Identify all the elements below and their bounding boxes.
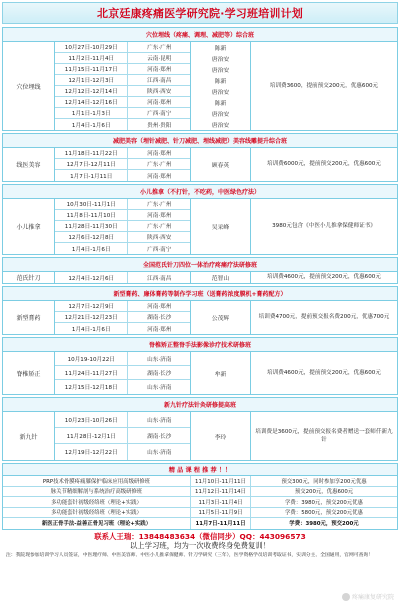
fee-info: 培训费4600元，提前预交200元，优惠600元 <box>267 274 381 281</box>
location-cell: 湖南·长沙 <box>147 315 172 321</box>
location-cell: 广东·广州 <box>147 202 172 208</box>
course-name: 穴位埋线 <box>3 42 55 130</box>
course-row <box>3 518 397 529</box>
table-row <box>55 444 190 460</box>
course-block-spine-correction <box>2 337 398 395</box>
date-cell: 11月18日-11月22日 <box>55 148 128 158</box>
course-block-acupoint <box>2 27 398 131</box>
course-fee: 学费：5800元，预交200元优惠 <box>285 510 363 517</box>
block-heading: 穴位埋线（疼痛、调理、减肥等）综合班 <box>3 28 397 42</box>
table-row <box>55 210 190 221</box>
teacher-name: 范智山 <box>191 272 251 283</box>
title-bar <box>2 2 398 24</box>
fee-info: 培训费4600元，提前预交200元，优惠600元 <box>267 369 381 376</box>
location-cell: 河南·郑州 <box>147 326 172 333</box>
teacher-name: 牟新 <box>191 352 251 394</box>
course-title: 新医正骨手法-益善正骨见习班（理论+实践） <box>3 518 191 529</box>
fee-info: 3980元包含《中医小儿推拿保健师证书》 <box>272 223 376 230</box>
date-cell: 10月23日-10月26日 <box>55 412 128 427</box>
page-title: 北京廷康疼痛医学研究院·学习班培训计划 <box>97 7 303 20</box>
table-row <box>55 366 190 380</box>
date-cell: 1月1日-1月3日 <box>55 108 128 118</box>
course-date: 11月3日-11月4日 <box>191 497 251 507</box>
teacher-name: 唐治安 <box>211 112 230 118</box>
date-cell: 11月28日-12月1日 <box>55 428 128 443</box>
course-row <box>3 497 397 508</box>
table-row <box>55 159 190 170</box>
footnote: 注：我院现参加培训学习人员签证，中医理疗师、中医美容师、中医小儿推拿保健师、针刀学研究（三年），医学资格学员培训考取证书，实训分主、全国通用，官网可查询！ <box>6 552 373 558</box>
table-row <box>55 97 190 108</box>
table-row <box>55 380 190 394</box>
course-fee: 预交300元，同时参加享200元优惠 <box>281 478 367 485</box>
table-row <box>55 352 190 366</box>
course-row <box>3 476 397 487</box>
course-block-needle-knife <box>2 257 398 284</box>
location-cell: 河南·郑州 <box>147 213 172 219</box>
date-cell: 11月28日-11月30日 <box>55 221 128 231</box>
course-date: 11月10日-11月11日 <box>191 476 251 486</box>
teacher-name: 顾春英 <box>191 148 251 181</box>
course-block-beauty <box>2 133 398 182</box>
date-cell: 1月7日-1月11日 <box>55 170 128 181</box>
location-cell: 河南·郑州 <box>147 173 172 180</box>
watermark-text: 疼痛康复研究院 <box>351 594 394 601</box>
location-cell: 广东·广州 <box>147 224 172 230</box>
table-row <box>55 64 190 75</box>
location-cell: 陕西·西安 <box>147 89 172 95</box>
teacher-name: 陈新 <box>214 46 227 52</box>
teacher-name: 李玲 <box>191 412 251 460</box>
location-cell: 陕西·西安 <box>147 235 172 241</box>
table-row <box>55 428 190 444</box>
date-cell: 11月15日-11月17日 <box>55 64 128 74</box>
date-cell: 11月24日-11月27日 <box>55 366 128 379</box>
location-cell: 山东·济南 <box>147 385 172 391</box>
table-row <box>55 108 190 119</box>
course-name: 范氏针刀 <box>3 272 55 283</box>
date-cell: 12月6日-12月8日 <box>55 232 128 242</box>
location-cell: 贵州·贵阳 <box>147 122 172 129</box>
course-name: 线医美容 <box>3 148 55 181</box>
course-fee: 学费：3980元，预交200元 <box>289 521 359 528</box>
recommended-courses <box>2 463 398 530</box>
course-block-plaster <box>2 286 398 335</box>
date-cell: 12月4日-12月6日 <box>55 272 128 283</box>
course-date: 11月7日-11月11日 <box>191 518 251 529</box>
table-row <box>55 170 190 181</box>
teacher-name: 唐治安 <box>211 57 230 63</box>
table-row <box>55 312 190 323</box>
courses-heading: 精 品 课 程 推 荐 ！！ <box>3 464 397 476</box>
date-cell: 1月4日-1月6日 <box>55 243 128 254</box>
location-cell: 山东·济南 <box>147 356 172 363</box>
teacher-name: 唐治安 <box>211 68 230 74</box>
date-cell: 11月2日-11月4日 <box>55 53 128 63</box>
course-title: 脉关节精细解剖与系统治疗高级研修班 <box>3 487 191 497</box>
location-cell: 河南·郑州 <box>147 151 172 157</box>
location-cell: 广东·广州 <box>147 162 172 168</box>
course-title: 多功能套针初级经络班（理论+实践） <box>3 497 191 507</box>
location-cell: 湖南·长沙 <box>147 433 172 440</box>
course-date: 11月12日-11月14日 <box>191 487 251 497</box>
date-cell: 12月7日-12月9日 <box>55 301 128 311</box>
date-cell: 11月8日-11月10日 <box>55 210 128 220</box>
location-cell: 广西·南宁 <box>147 111 172 117</box>
date-cell: 10月30日-11月1日 <box>55 199 128 209</box>
block-heading: 小儿推拿（不打针，不吃药，中医绿色疗法） <box>3 185 397 199</box>
date-cell: 12月7日-12月11日 <box>55 159 128 169</box>
wechat-icon <box>342 593 350 601</box>
course-name: 脊椎矫正 <box>3 352 55 394</box>
date-cell: 1月4日-1月6日 <box>55 323 128 334</box>
contact-info <box>2 532 398 551</box>
table-row <box>55 412 190 428</box>
course-name: 新九针 <box>3 412 55 460</box>
date-cell: 12月15日-12月18日 <box>55 380 128 394</box>
date-cell: 1月4日-1月6日 <box>55 119 128 130</box>
table-row <box>55 323 190 334</box>
table-row <box>55 148 190 159</box>
location-cell: 江西·南昌 <box>147 78 172 84</box>
course-row <box>3 487 397 498</box>
location-cell: 云南·昆明 <box>147 56 172 62</box>
location-cell: 广西·南宁 <box>147 246 172 253</box>
table-row <box>55 119 190 130</box>
fee-info: 培训费6000元，提前预交200元，优惠600元 <box>267 161 381 168</box>
course-block-pediatric-massage <box>2 184 398 255</box>
course-fee: 学费：3980元，预交200元优惠 <box>285 499 363 506</box>
fee-info: 培训费4700元，提前预交报名费200元，优惠700元 <box>258 314 390 321</box>
location-cell: 江西·南昌 <box>147 275 172 282</box>
block-heading: 全国范氏针刀四位一体治疗疼痛疗法研修班 <box>3 258 397 272</box>
location-cell: 河南·郑州 <box>147 100 172 106</box>
teacher-column <box>191 42 251 130</box>
course-block-nine-needles <box>2 397 398 461</box>
table-row <box>55 86 190 97</box>
teacher-name: 吴采峰 <box>191 199 251 254</box>
table-row <box>55 232 190 243</box>
location-cell: 广东·广州 <box>147 45 172 51</box>
course-date: 11月5日-11月9日 <box>191 508 251 518</box>
teacher-name: 陈新 <box>214 79 227 85</box>
block-heading: 新型膏药、廉体膏药等制作学习班（送膏药浓度膜机+膏药配方） <box>3 287 397 301</box>
block-heading: 脊椎矫正整脊手法影像诊疗技术研修班 <box>3 338 397 352</box>
location-cell: 山东·济南 <box>147 417 172 424</box>
fee-info: 培训费是3600元，提前预交报名费者赠送一套师仟新九针 <box>255 428 393 443</box>
table-row <box>55 199 190 210</box>
watermark <box>342 592 394 601</box>
teacher-name: 唐治安 <box>211 123 230 129</box>
block-heading: 减肥美容（埋针减肥、针刀减肥、埋线减肥）美容线雕提升综合班 <box>3 134 397 148</box>
table-row <box>55 301 190 312</box>
date-cell: 12月21日-12月23日 <box>55 312 128 322</box>
location-cell: 河南·郑州 <box>147 304 172 310</box>
date-cell: 10月19-10月22日 <box>55 352 128 365</box>
location-cell: 湖南·长沙 <box>147 370 172 377</box>
course-row <box>3 508 397 519</box>
table-row <box>55 53 190 64</box>
date-cell: 12月1日-12月3日 <box>55 75 128 85</box>
teacher-name: 陈新 <box>214 101 227 107</box>
date-cell: 10月27日-10月29日 <box>55 42 128 52</box>
table-row <box>55 243 190 254</box>
block-heading: 新九针疗法针灸研修提高班 <box>3 398 397 412</box>
table-row <box>55 221 190 232</box>
location-cell: 河南·郑州 <box>147 67 172 73</box>
course-title: 多功能套针初级经络班（理论+实践） <box>3 508 191 518</box>
table-row <box>55 75 190 86</box>
teacher-name: 公茂辉 <box>191 301 251 334</box>
table-row <box>55 42 190 53</box>
free-retraining-note: 以上学习班，均为一次收费终身免费复训！ <box>129 541 271 551</box>
table-row <box>55 272 190 283</box>
course-fee: 预交200元，优惠600元 <box>294 489 354 496</box>
course-title: PRP技术骨膜疼痛膝保护临床应用高级研修班 <box>3 476 191 486</box>
fee-info: 培训费3600，提前预交200元，优惠600元 <box>269 82 379 89</box>
course-name: 小儿推拿 <box>3 199 55 254</box>
date-cell: 12月14日-12月16日 <box>55 97 128 107</box>
location-cell: 山东·济南 <box>147 450 172 456</box>
course-name: 新型膏药 <box>3 301 55 334</box>
date-cell: 12月12日-12月14日 <box>55 86 128 96</box>
date-cell: 12月19日-12月22日 <box>55 444 128 460</box>
teacher-name: 唐治安 <box>211 90 230 96</box>
contact-line: 联系人王瑞：13848483634（微信同步）QQ：443096573 <box>94 531 306 541</box>
